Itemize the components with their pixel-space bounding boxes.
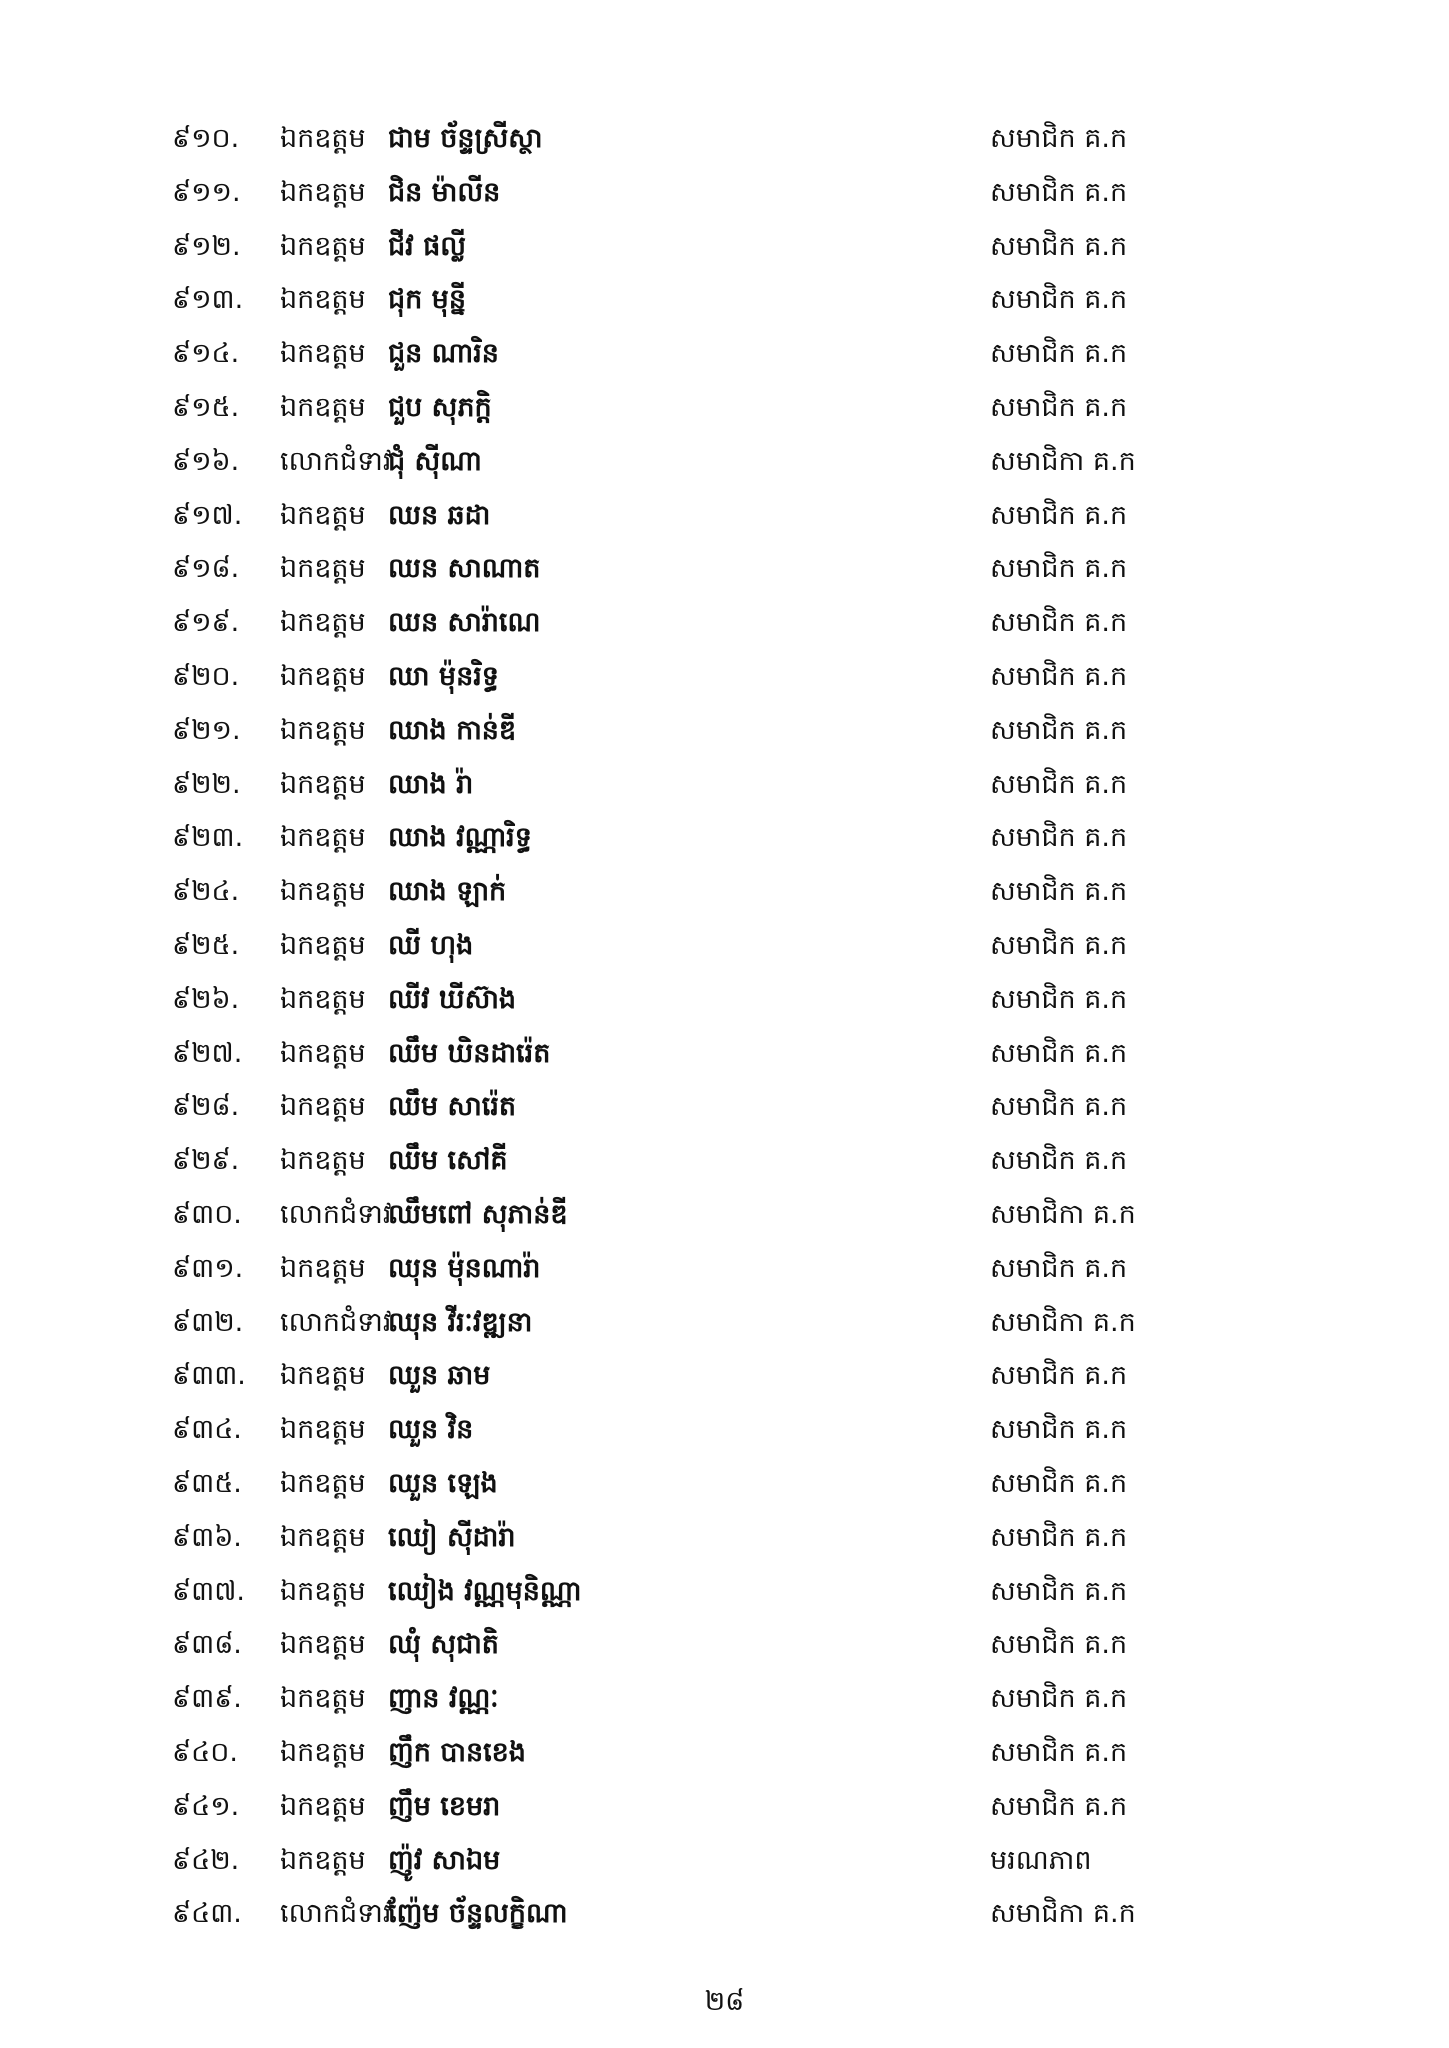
list-item xyxy=(0,758,1449,812)
member-role: សមាជិកា គ.ក xyxy=(990,1306,1136,1338)
row-number: ៩២៣. xyxy=(172,822,244,854)
member-name: ញឹក បានខេង xyxy=(388,1736,526,1768)
list-item xyxy=(0,919,1449,973)
list-item xyxy=(0,489,1449,543)
honorific: ឯកឧត្តម xyxy=(280,176,366,208)
honorific: ឯកឧត្តម xyxy=(280,822,366,854)
honorific: ឯកឧត្តម xyxy=(280,284,366,316)
member-role: សមាជិក គ.ក xyxy=(990,1629,1128,1661)
honorific: ឯកឧត្តម xyxy=(280,1844,366,1876)
row-number: ៩១៥. xyxy=(172,391,240,423)
row-number: ៩៣៦. xyxy=(172,1521,242,1553)
list-item xyxy=(0,1027,1449,1081)
honorific: ឯកឧត្តម xyxy=(280,1252,366,1284)
member-role: សមាជិក គ.ក xyxy=(990,1575,1128,1607)
member-role: សមាជិក គ.ក xyxy=(990,1736,1128,1768)
row-number: ៩៣០. xyxy=(172,1198,242,1230)
list-item xyxy=(0,542,1449,596)
member-name: ឈៀង វណ្ណមុនិណ្ណា xyxy=(388,1575,582,1607)
honorific: ឯកឧត្តម xyxy=(280,1575,366,1607)
row-number: ៩១៦. xyxy=(172,445,240,477)
list-item xyxy=(0,1887,1449,1941)
honorific: ឯកឧត្តម xyxy=(280,1091,366,1123)
member-role: សមាជិក គ.ក xyxy=(990,123,1128,154)
member-role: សមាជិកា គ.ក xyxy=(990,445,1136,477)
member-role: សមាជិកា គ.ក xyxy=(990,1898,1136,1930)
list-item xyxy=(0,1672,1449,1726)
list-item xyxy=(0,1080,1449,1134)
row-number: ៩៤១. xyxy=(172,1790,240,1822)
row-number: ៩៣៣. xyxy=(172,1360,246,1392)
list-item xyxy=(0,273,1449,327)
honorific: ឯកឧត្តម xyxy=(280,876,366,908)
member-name: ឈុំ សុជាតិ xyxy=(388,1629,499,1661)
honorific: លោកជំទាវ xyxy=(280,1306,392,1338)
honorific: ឯកឧត្តម xyxy=(280,983,366,1015)
list-item xyxy=(0,596,1449,650)
member-role: សមាជិក គ.ក xyxy=(990,1091,1128,1123)
member-role: សមាជិក គ.ក xyxy=(990,391,1128,423)
honorific: ឯកឧត្តម xyxy=(280,607,366,639)
honorific: ឯកឧត្តម xyxy=(280,1790,366,1822)
member-role: សមាជិក គ.ក xyxy=(990,1252,1128,1284)
list-item xyxy=(0,1565,1449,1619)
row-number: ៩២០. xyxy=(172,660,240,692)
member-role: សមាជិក គ.ក xyxy=(990,1360,1128,1392)
list-item xyxy=(0,1134,1449,1188)
member-name: ឈី ហុង xyxy=(388,929,474,961)
member-role: សមាជិក គ.ក xyxy=(990,876,1128,908)
honorific: ឯកឧត្តម xyxy=(280,1521,366,1553)
honorific: ឯកឧត្តម xyxy=(280,391,366,423)
honorific: ឯកឧត្តម xyxy=(280,1683,366,1715)
list-item xyxy=(0,1457,1449,1511)
row-number: ៩២៧. xyxy=(172,1037,243,1069)
member-name: ឈីវ ឃីស៊ាង xyxy=(388,983,517,1015)
honorific: ឯកឧត្តម xyxy=(280,553,366,585)
member-name: ឈា ម៉ុនរិទ្ធ xyxy=(388,660,499,692)
member-name: ឈាង កាន់ឌី xyxy=(388,714,517,746)
member-role: សមាជិក គ.ក xyxy=(990,499,1128,531)
member-name: ឈួន វិន xyxy=(388,1414,474,1446)
member-role: សមាជិក គ.ក xyxy=(990,338,1128,370)
member-role: សមាជិក គ.ក xyxy=(990,1521,1128,1553)
member-name: ឈន ឆដា xyxy=(388,499,491,531)
row-number: ៩២១. xyxy=(172,714,241,746)
list-item xyxy=(0,166,1449,220)
list-item xyxy=(0,1511,1449,1565)
member-name: ឈាង វណ្ណារិទ្ធ xyxy=(388,822,532,854)
row-number: ៩១៧. xyxy=(172,499,243,531)
member-name: ជួន ណារិន xyxy=(388,338,499,370)
member-role: សមាជិក គ.ក xyxy=(990,714,1128,746)
honorific: ឯកឧត្តម xyxy=(280,714,366,746)
member-name: ឈួន ឡេង xyxy=(388,1467,498,1499)
list-item xyxy=(0,1349,1449,1403)
list-item xyxy=(0,1188,1449,1242)
member-role: សមាជិក គ.ក xyxy=(990,822,1128,854)
row-number: ៩១៨. xyxy=(172,553,240,585)
member-name: ឈន សាណាត xyxy=(388,553,541,585)
member-name: ជាម ច័ន្ទស្រីស្ថា xyxy=(388,123,543,154)
page-number: ២៨ xyxy=(704,1986,745,2017)
row-number: ៩២២. xyxy=(172,768,241,800)
row-number: ៩១០. xyxy=(172,123,240,154)
honorific: ឯកឧត្តម xyxy=(280,1414,366,1446)
honorific: ឯកឧត្តម xyxy=(280,929,366,961)
member-name: ឈឹម សៅគី xyxy=(388,1145,508,1177)
row-number: ៩៣១. xyxy=(172,1252,244,1284)
member-name: ជួប សុភក្តិ xyxy=(388,391,492,423)
member-role: សមាជិក គ.ក xyxy=(990,768,1128,800)
honorific: ឯកឧត្តម xyxy=(280,1037,366,1069)
member-list xyxy=(0,112,1449,1941)
honorific: ឯកឧត្តម xyxy=(280,1145,366,1177)
list-item xyxy=(0,1296,1449,1350)
row-number: ៩១៣. xyxy=(172,284,244,316)
row-number: ៩៤២. xyxy=(172,1844,240,1876)
member-role: សមាជិក គ.ក xyxy=(990,1414,1128,1446)
row-number: ៩២៨. xyxy=(172,1091,240,1123)
member-name: ឈាង ឡាក់ xyxy=(388,876,507,908)
list-item xyxy=(0,650,1449,704)
member-role: សមាជិក គ.ក xyxy=(990,1037,1128,1069)
member-role: សមាជិកា គ.ក xyxy=(990,1198,1136,1230)
list-item xyxy=(0,704,1449,758)
row-number: ៩៣៥. xyxy=(172,1467,242,1499)
row-number: ៩៣៩. xyxy=(172,1683,242,1715)
list-item xyxy=(0,327,1449,381)
row-number: ៩១៩. xyxy=(172,607,240,639)
member-name: ឈៀ ស៊ីដារ៉ា xyxy=(388,1521,516,1553)
member-name: ជុំ ស៊ីណា xyxy=(388,445,482,477)
list-item xyxy=(0,1242,1449,1296)
list-item xyxy=(0,1618,1449,1672)
member-name: ឈួន ឆាម xyxy=(388,1360,491,1392)
member-role: សមាជិក គ.ក xyxy=(990,176,1128,208)
member-name: ញ៉ែម ច័ន្ទលក្ខិណា xyxy=(388,1898,568,1930)
honorific: លោកជំទាវ xyxy=(280,1198,392,1230)
member-name: ឈឹម សារ៉េត xyxy=(388,1091,517,1123)
member-name: ជីវ ផល្លី xyxy=(388,230,466,262)
member-role: សមាជិក គ.ក xyxy=(990,284,1128,316)
row-number: ៩២៦. xyxy=(172,983,240,1015)
honorific: ឯកឧត្តម xyxy=(280,499,366,531)
member-role: សមាជិក គ.ក xyxy=(990,1467,1128,1499)
list-item xyxy=(0,1834,1449,1888)
member-role: មរណភាព xyxy=(990,1844,1092,1876)
member-role: សមាជិក គ.ក xyxy=(990,607,1128,639)
list-item xyxy=(0,381,1449,435)
honorific: ឯកឧត្តម xyxy=(280,338,366,370)
row-number: ៩៣៧. xyxy=(172,1575,245,1607)
honorific: ឯកឧត្តម xyxy=(280,1736,366,1768)
member-role: សមាជិក គ.ក xyxy=(990,1145,1128,1177)
member-role: សមាជិក គ.ក xyxy=(990,929,1128,961)
list-item xyxy=(0,435,1449,489)
row-number: ៩១៤. xyxy=(172,338,240,370)
honorific: ឯកឧត្តម xyxy=(280,1629,366,1661)
member-name: ឈន សារ៉ាណេ xyxy=(388,607,541,639)
honorific: ឯកឧត្តម xyxy=(280,230,366,262)
row-number: ៩១២. xyxy=(172,230,241,262)
row-number: ៩២៤. xyxy=(172,876,240,908)
member-name: ឈាង រ៉ា xyxy=(388,768,474,800)
row-number: ៩១១. xyxy=(172,176,241,208)
honorific: ឯកឧត្តម xyxy=(280,123,366,154)
row-number: ៩៣២. xyxy=(172,1306,244,1338)
list-item xyxy=(0,112,1449,166)
member-role: សមាជិក គ.ក xyxy=(990,553,1128,585)
member-name: ឈុន ម៉ុនណារ៉ា xyxy=(388,1252,541,1284)
row-number: ៩២៥. xyxy=(172,929,240,961)
list-item xyxy=(0,1780,1449,1834)
row-number: ៩៤៣. xyxy=(172,1898,242,1930)
member-name: ឈឹមពៅ សុភាន់ឌី xyxy=(388,1198,568,1230)
honorific: ឯកឧត្តម xyxy=(280,768,366,800)
member-name: ឈឹម ឃិនដារ៉េត xyxy=(388,1037,551,1069)
list-item xyxy=(0,1403,1449,1457)
member-role: សមាជិក គ.ក xyxy=(990,1683,1128,1715)
member-role: សមាជិក គ.ក xyxy=(990,230,1128,262)
member-role: សមាជិក គ.ក xyxy=(990,1790,1128,1822)
member-role: សមាជិក គ.ក xyxy=(990,983,1128,1015)
list-item xyxy=(0,973,1449,1027)
honorific: ឯកឧត្តម xyxy=(280,660,366,692)
row-number: ៩៤០. xyxy=(172,1736,238,1768)
list-item xyxy=(0,220,1449,274)
list-item xyxy=(0,811,1449,865)
member-role: សមាជិក គ.ក xyxy=(990,660,1128,692)
member-name: ញាន វណ្ណៈ xyxy=(388,1683,499,1715)
member-name: ជុក មុន្នី xyxy=(388,284,466,316)
honorific: ឯកឧត្តម xyxy=(280,1360,366,1392)
member-name: ញឹម ខេមរា xyxy=(388,1790,501,1822)
honorific: លោកជំទាវ xyxy=(280,445,392,477)
honorific: លោកជំទាវ xyxy=(280,1898,392,1930)
member-name: ញ៉ូវ សាឯម xyxy=(388,1844,501,1876)
member-name: ឈុន វីរៈវឌ្ឍនា xyxy=(388,1306,533,1338)
member-name: ជិន ម៉ាលីន xyxy=(388,176,501,208)
row-number: ៩៣៤. xyxy=(172,1414,242,1446)
row-number: ៩៣៨. xyxy=(172,1629,242,1661)
honorific: ឯកឧត្តម xyxy=(280,1467,366,1499)
list-item xyxy=(0,865,1449,919)
list-item xyxy=(0,1726,1449,1780)
row-number: ៩២៩. xyxy=(172,1145,240,1177)
